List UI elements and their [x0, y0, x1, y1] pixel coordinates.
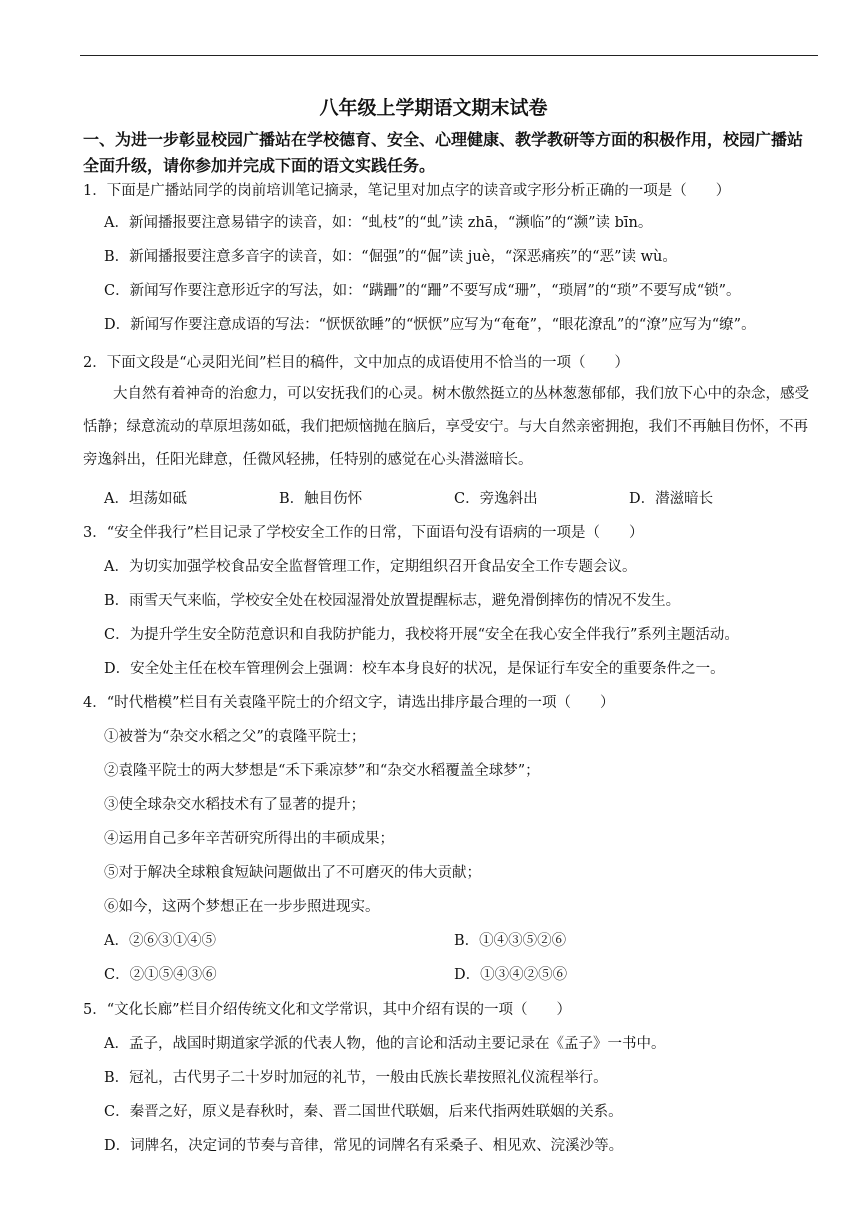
question-4-sentence-6: ⑥如今，这两个梦想正在一步步照进现实。 [104, 899, 380, 915]
question-1-stem: 1．下面是广播站同学的岗前培训笔记摘录，笔记里对加点字的读音或字形分析正确的一项是（ ） [83, 183, 731, 199]
question-2-option-c: C．旁逸斜出 [454, 491, 538, 507]
question-4-option-d: D．①③④②⑤⑥ [454, 967, 568, 983]
question-4-options-row-2 [104, 965, 824, 985]
question-1-option-b: B．新闻播报要注意多音字的读音，如：“倔强”的“倔”读 juè，“深恶痛疾”的“恶”读 wù。 [104, 249, 677, 265]
question-4-options-row-1 [104, 931, 824, 951]
question-4-sentence-3: ③使全球杂交水稻技术有了显著的提升； [104, 797, 365, 813]
question-5-option-b: B．冠礼，古代男子二十岁时加冠的礼节，一般由氏族长辈按照礼仪流程举行。 [104, 1070, 608, 1086]
question-4-option-a: A．②⑥③①④⑤ [104, 933, 216, 949]
question-1-option-c: C．新闻写作要注意形近字的写法，如：“蹒跚”的“跚”不要写成“珊”，“琐屑”的“琐”不要写成“锁”。 [104, 283, 741, 299]
question-4-sentence-2: ②袁隆平院士的两大梦想是“禾下乘凉梦”和“杂交水稻覆盖全球梦”； [104, 763, 540, 779]
question-3-stem: 3．“安全伴我行”栏目记录了学校安全工作的日常，下面语句没有语病的一项是（ ） [83, 525, 644, 541]
question-2-passage [83, 378, 818, 477]
question-5-option-c: C．秦晋之好，原义是春秋时，秦、晋二国世代联姻，后来代指两姓联姻的关系。 [104, 1104, 623, 1120]
page-title: 八年级上学期语文期末试卷 [319, 97, 548, 119]
question-2-option-a: A．坦荡如砥 [104, 491, 187, 507]
section-heading: 一、为进一步彰显校园广播站在学校德育、安全、心理健康、教学教研等方面的积极作用，校园广播站全面升级，请你参加并完成下面的语文实践任务。 [83, 130, 804, 175]
question-5-option-a: A．孟子，战国时期道家学派的代表人物，他的言论和活动主要记录在《孟子》一书中。 [104, 1036, 666, 1052]
question-3-option-a: A．为切实加强学校食品安全监督管理工作，定期组织召开食品安全工作专题会议。 [104, 559, 637, 575]
question-1-option-a: A．新闻播报要注意易错字的读音，如：“虬枝”的“虬”读 zhā，“濒临”的“濒”读 bīn。 [104, 215, 653, 231]
passage-text: 大自然有着神奇的治愈力，可以安抚我们的心灵。树木傲然挺立的丛林葱葱郁郁，我们放下心中的杂念，感受恬静；绿意流动的草原坦荡如砥，我们把烦恼抛在脑后，享受安宁。与大自然亲密拥抱，我们不再触目伤怀，不再旁逸斜出，任阳光肆意，任微风轻拂，任特别的感觉在心头潜滋暗长。 [83, 386, 809, 468]
question-2-options [104, 489, 824, 509]
question-5-option-d: D．词牌名，决定词的节奏与音律，常见的词牌名有采桑子、相见欢、浣溪沙等。 [104, 1138, 624, 1154]
question-2-stem: 2．下面文段是“心灵阳光间”栏目的稿件，文中加点的成语使用不恰当的一项（ ） [83, 355, 630, 371]
question-4-option-c: C．②①⑤④③⑥ [104, 967, 217, 983]
header-rule [80, 55, 818, 56]
question-3-option-d: D．安全处主任在校车管理例会上强调：校车本身良好的状况，是保证行车安全的重要条件之一。 [104, 661, 725, 677]
question-1-option-d: D．新闻写作要注意成语的写法：“恹恹欲睡”的“恹恹”应写为“奄奄”，“眼花潦乱”的“潦”应写为“缭”。 [104, 317, 756, 333]
question-4-option-b: B．①④③⑤②⑥ [454, 933, 567, 949]
question-3-option-b: B．雨雪天气来临，学校安全处在校园湿滑处放置提醒标志，避免滑倒摔伤的情况不发生。 [104, 593, 681, 609]
question-4-sentence-5: ⑤对于解决全球粮食短缺问题做出了不可磨灭的伟大贡献； [104, 865, 481, 881]
question-3-option-c: C．为提升学生安全防范意识和自我防护能力，我校将开展“安全在我心安全伴我行”系列主题活动。 [104, 627, 739, 643]
question-2-option-b: B．触目伤怀 [279, 491, 363, 507]
question-5-stem: 5．“文化长廊”栏目介绍传统文化和文学常识，其中介绍有误的一项（ ） [83, 1002, 572, 1018]
question-4-sentence-4: ④运用自己多年辛苦研究所得出的丰硕成果； [104, 831, 394, 847]
question-4-stem: 4．“时代楷模”栏目有关袁隆平院士的介绍文字，请选出排序最合理的一项（ ） [83, 695, 615, 711]
question-2-option-d: D．潜滋暗长 [629, 491, 714, 507]
question-4-sentence-1: ①被誉为“杂交水稻之父”的袁隆平院士； [104, 729, 366, 745]
